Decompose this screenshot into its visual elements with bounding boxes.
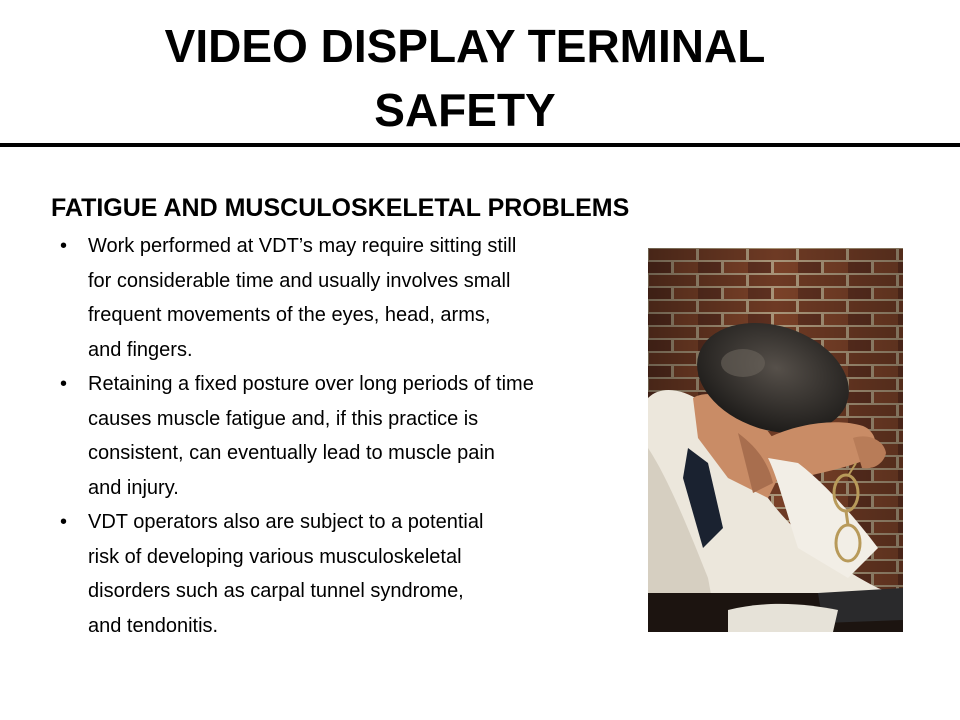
tired-worker-photo: [648, 248, 903, 632]
bullet-text-line: risk of developing various musculoskeletal: [88, 545, 462, 568]
bullet-dot-icon: •: [60, 511, 68, 533]
bullet-text-line: and tendonitis.: [88, 614, 219, 637]
bullet-list: [51, 229, 534, 643]
slide-title-line-1: VIDEO DISPLAY TERMINAL: [164, 20, 766, 72]
bullet-text-line: frequent movements of the eyes, head, arms,: [88, 304, 491, 326]
bullet-text-line: for considerable time and usually involves small: [88, 269, 511, 292]
bullet-text-line: consistent, can eventually lead to muscle pain: [88, 442, 495, 464]
section-heading: FATIGUE AND MUSCULOSKELETAL PROBLEMS: [51, 194, 630, 222]
bullet-text-line: Retaining a fixed posture over long periods of time: [88, 373, 534, 395]
bullet-text-line: and injury.: [88, 476, 179, 499]
bullet-text-line: VDT operators also are subject to a potential: [88, 511, 484, 533]
bullet-item: [51, 367, 534, 505]
bullet-dot-icon: •: [60, 235, 68, 257]
bullet-text-line: Work performed at VDT’s may require sitting still: [88, 235, 517, 257]
bullet-dot-icon: •: [60, 373, 68, 395]
bullet-item: [51, 505, 534, 643]
slide-title-line-2: SAFETY: [374, 84, 556, 136]
bullet-text-line: and fingers.: [88, 338, 193, 361]
bullet-text-line: causes muscle fatigue and, if this practice is: [88, 407, 479, 430]
bullet-text-line: disorders such as carpal tunnel syndrome,: [88, 580, 464, 602]
bullet-item: [51, 229, 534, 367]
slide-title: [0, 14, 930, 142]
title-divider: [0, 143, 960, 147]
